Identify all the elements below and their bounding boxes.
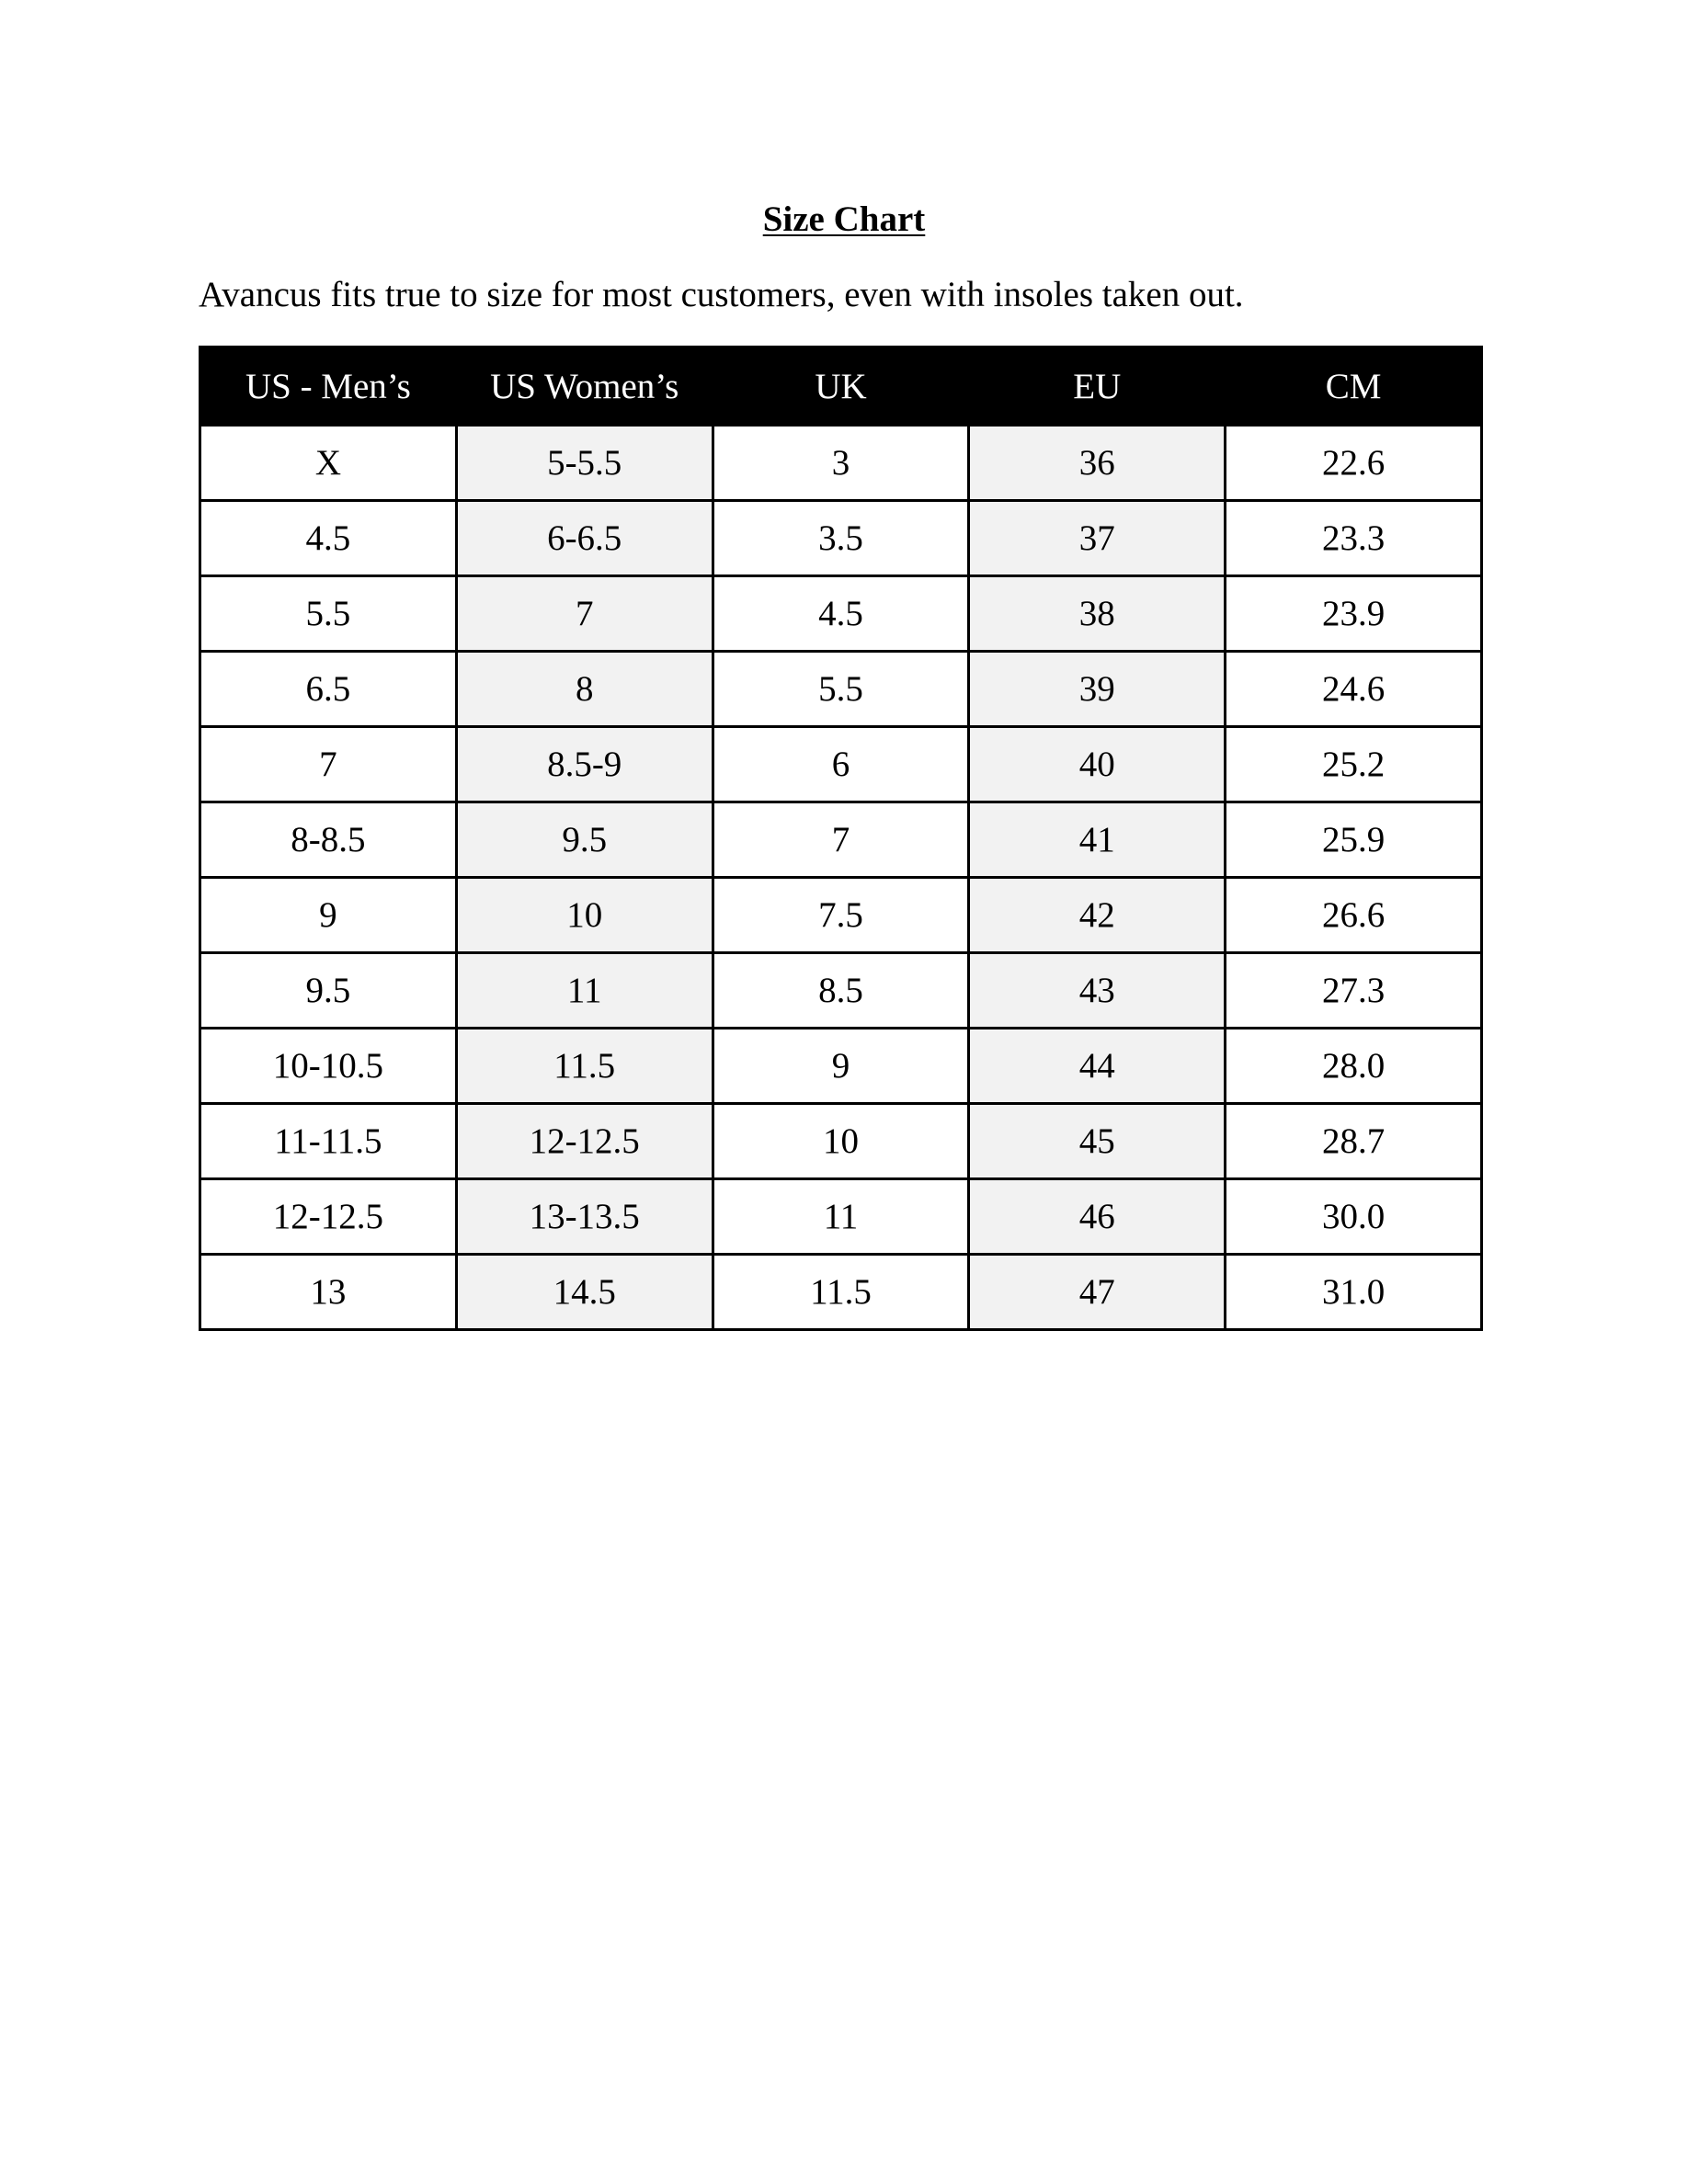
cell-eu: 43 xyxy=(969,953,1226,1029)
table-row xyxy=(200,576,1482,652)
cell-us-womens: 8 xyxy=(456,652,713,727)
cell-eu: 39 xyxy=(969,652,1226,727)
header-us-womens: US Women’s xyxy=(456,347,713,426)
table-row xyxy=(200,426,1482,501)
cell-cm: 28.0 xyxy=(1226,1029,1482,1104)
cell-cm: 25.2 xyxy=(1226,727,1482,802)
cell-uk: 3.5 xyxy=(713,501,969,576)
table-row xyxy=(200,501,1482,576)
cell-eu: 42 xyxy=(969,878,1226,953)
cell-us-womens: 8.5-9 xyxy=(456,727,713,802)
cell-uk: 11 xyxy=(713,1179,969,1255)
cell-eu: 36 xyxy=(969,426,1226,501)
cell-uk: 3 xyxy=(713,426,969,501)
cell-us-mens: 11-11.5 xyxy=(200,1104,457,1179)
cell-us-womens: 10 xyxy=(456,878,713,953)
cell-uk: 4.5 xyxy=(713,576,969,652)
cell-uk: 7 xyxy=(713,802,969,878)
page-title xyxy=(0,197,1688,243)
cell-uk: 6 xyxy=(713,727,969,802)
table-row xyxy=(200,727,1482,802)
table-row xyxy=(200,1179,1482,1255)
size-chart-table xyxy=(199,346,1483,1331)
cell-cm: 28.7 xyxy=(1226,1104,1482,1179)
cell-cm: 24.6 xyxy=(1226,652,1482,727)
cell-us-womens: 13-13.5 xyxy=(456,1179,713,1255)
cell-us-mens: 8-8.5 xyxy=(200,802,457,878)
table-row xyxy=(200,953,1482,1029)
cell-uk: 10 xyxy=(713,1104,969,1179)
cell-us-mens: 9 xyxy=(200,878,457,953)
cell-eu: 46 xyxy=(969,1179,1226,1255)
cell-us-womens: 12-12.5 xyxy=(456,1104,713,1179)
cell-cm: 23.9 xyxy=(1226,576,1482,652)
cell-eu: 38 xyxy=(969,576,1226,652)
cell-us-womens: 6-6.5 xyxy=(456,501,713,576)
cell-uk: 5.5 xyxy=(713,652,969,727)
cell-cm: 27.3 xyxy=(1226,953,1482,1029)
cell-cm: 25.9 xyxy=(1226,802,1482,878)
cell-uk: 7.5 xyxy=(713,878,969,953)
cell-us-mens: X xyxy=(200,426,457,501)
cell-eu: 44 xyxy=(969,1029,1226,1104)
cell-us-womens: 7 xyxy=(456,576,713,652)
cell-us-womens: 9.5 xyxy=(456,802,713,878)
table-row xyxy=(200,1104,1482,1179)
header-row xyxy=(200,347,1482,426)
cell-eu: 45 xyxy=(969,1104,1226,1179)
cell-us-mens: 7 xyxy=(200,727,457,802)
cell-us-mens: 10-10.5 xyxy=(200,1029,457,1104)
cell-uk: 11.5 xyxy=(713,1255,969,1330)
cell-us-womens: 5-5.5 xyxy=(456,426,713,501)
cell-cm: 22.6 xyxy=(1226,426,1482,501)
cell-uk: 9 xyxy=(713,1029,969,1104)
cell-us-mens: 6.5 xyxy=(200,652,457,727)
header-us-mens: US - Men’s xyxy=(200,347,457,426)
cell-eu: 40 xyxy=(969,727,1226,802)
page-title-text: Size Chart xyxy=(762,199,926,239)
header-cm: CM xyxy=(1226,347,1482,426)
cell-us-womens: 11.5 xyxy=(456,1029,713,1104)
table-row xyxy=(200,878,1482,953)
cell-eu: 37 xyxy=(969,501,1226,576)
cell-cm: 26.6 xyxy=(1226,878,1482,953)
cell-eu: 47 xyxy=(969,1255,1226,1330)
table-row xyxy=(200,1255,1482,1330)
cell-us-mens: 4.5 xyxy=(200,501,457,576)
cell-us-mens: 5.5 xyxy=(200,576,457,652)
intro-paragraph: Avancus fits true to size for most customers, even with insoles taken out. xyxy=(199,275,1244,314)
cell-cm: 23.3 xyxy=(1226,501,1482,576)
cell-us-mens: 9.5 xyxy=(200,953,457,1029)
table-row xyxy=(200,652,1482,727)
cell-eu: 41 xyxy=(969,802,1226,878)
table-row xyxy=(200,1029,1482,1104)
cell-uk: 8.5 xyxy=(713,953,969,1029)
cell-us-mens: 13 xyxy=(200,1255,457,1330)
cell-cm: 31.0 xyxy=(1226,1255,1482,1330)
table-header xyxy=(200,347,1482,426)
cell-cm: 30.0 xyxy=(1226,1179,1482,1255)
header-uk: UK xyxy=(713,347,969,426)
cell-us-womens: 11 xyxy=(456,953,713,1029)
cell-us-womens: 14.5 xyxy=(456,1255,713,1330)
header-eu: EU xyxy=(969,347,1226,426)
table-body xyxy=(200,426,1482,1330)
cell-us-mens: 12-12.5 xyxy=(200,1179,457,1255)
table-row xyxy=(200,802,1482,878)
